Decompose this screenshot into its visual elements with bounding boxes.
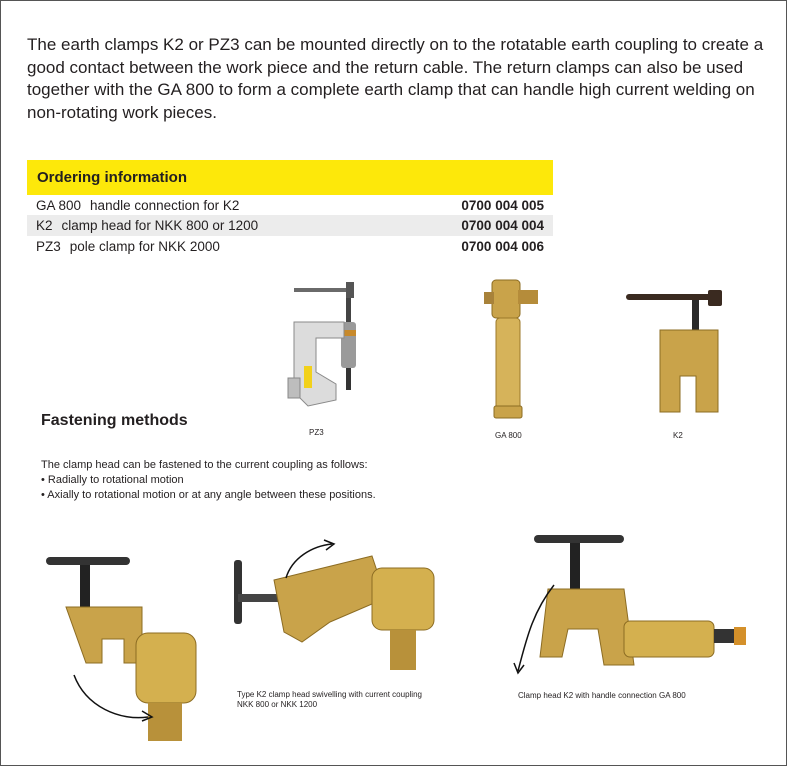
pz3-caption: PZ3 (309, 428, 324, 437)
k2-caption: K2 (673, 431, 683, 440)
ga800-caption: GA 800 (495, 431, 522, 440)
swivel-caption-line: NKK 800 or NKK 1200 (237, 700, 318, 709)
order-description: handle connection for K2 (90, 198, 240, 213)
swivel-mount-image (222, 538, 444, 684)
order-row (27, 195, 553, 216)
order-number: 0700 004 004 (461, 218, 544, 233)
order-code: PZ3 (36, 239, 61, 254)
order-row (27, 236, 553, 257)
ga800-handle-image (482, 278, 542, 423)
fastening-title: Fastening methods (41, 412, 188, 429)
k2-clamp-image (620, 288, 730, 420)
order-code: K2 (36, 218, 53, 233)
order-row (27, 215, 553, 236)
fastening-text (41, 458, 376, 503)
radial-mount-image (30, 525, 215, 755)
fastening-line: The clamp head can be fastened to the current coupling as follows: (41, 459, 368, 471)
ordering-header (27, 160, 553, 195)
fastening-line: • Axially to rotational motion or at any angle between these positions. (41, 489, 376, 501)
fastening-line: • Radially to rotational motion (41, 474, 184, 486)
k2-ga800-image (508, 525, 758, 685)
order-code: GA 800 (36, 198, 82, 213)
k2-ga800-caption: Clamp head K2 with handle connection GA 800 (518, 691, 686, 700)
pz3-clamp-image (280, 280, 370, 415)
order-description: pole clamp for NKK 2000 (69, 239, 220, 254)
ordering-title: Ordering information (37, 169, 187, 186)
swivel-caption-line: Type K2 clamp head swivelling with current coupling (237, 690, 422, 699)
intro-paragraph: The earth clamps K2 or PZ3 can be mounted directly on to the rotatable earth coupling to create a good contact between the work piece and the return cable. The return clamps can also be used together with the GA 800 to form a complete earth clamp that can handle high current welding on non-rotating work pieces. (27, 35, 764, 122)
order-number: 0700 004 005 (461, 198, 544, 213)
order-description: clamp head for NKK 800 or 1200 (61, 218, 259, 233)
order-number: 0700 004 006 (461, 239, 544, 254)
swivel-caption (237, 690, 422, 710)
